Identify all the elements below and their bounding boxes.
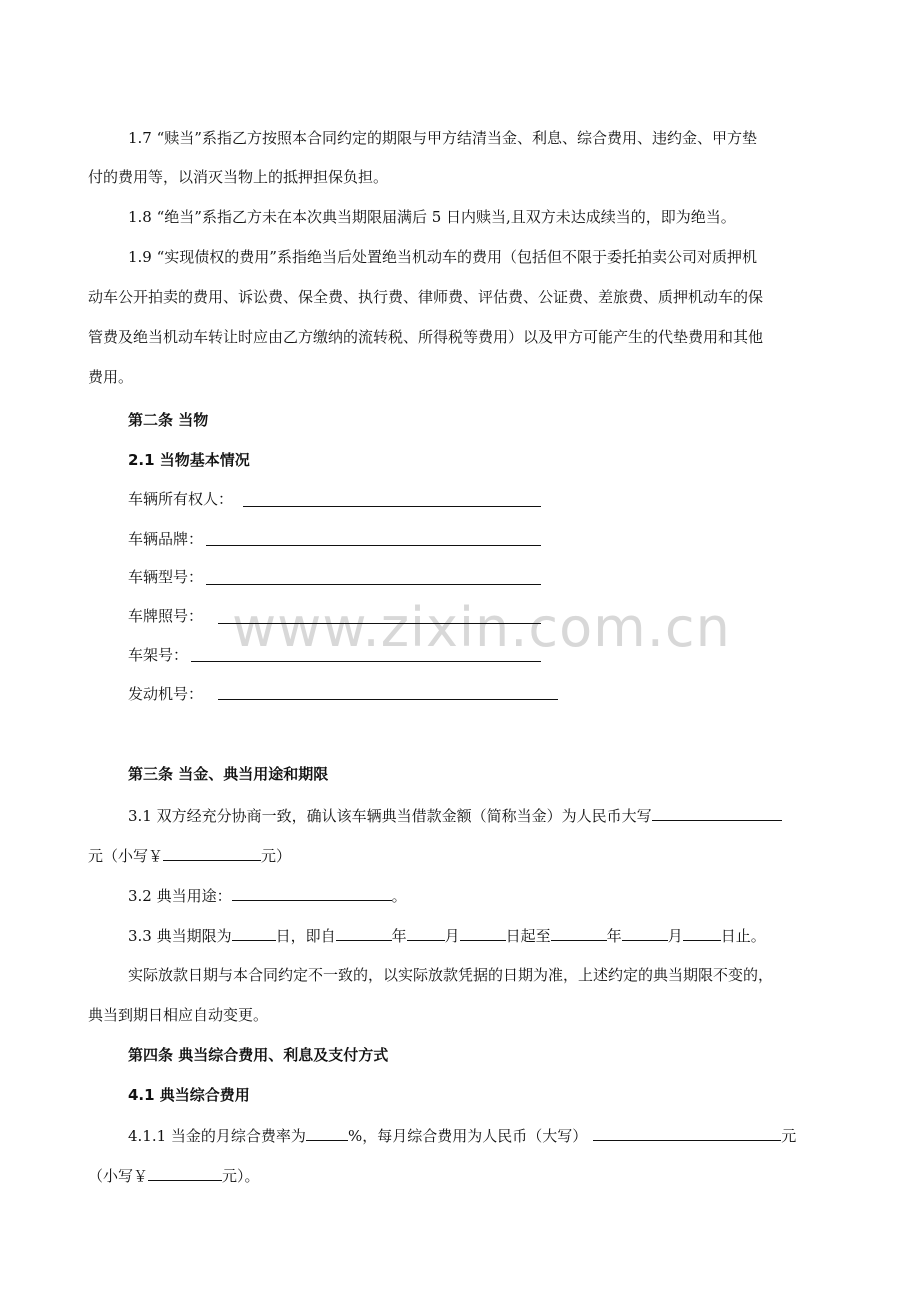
end-year-blank[interactable] bbox=[551, 925, 607, 941]
start-month-blank[interactable] bbox=[407, 925, 445, 941]
start-day-blank[interactable] bbox=[460, 925, 506, 941]
clause-4-1-1-text-a: 4.1.1 当金的月综合费率为 bbox=[128, 1127, 306, 1145]
clause-3-2 bbox=[128, 885, 407, 906]
plate-label: 车牌照号： bbox=[128, 607, 204, 625]
monthly-fee-rate-blank[interactable] bbox=[306, 1125, 348, 1141]
pawn-purpose-blank[interactable] bbox=[232, 885, 392, 901]
clause-4-1-1-text-d: （小写￥ bbox=[88, 1167, 149, 1185]
clause-4-1-1-text-c: 元 bbox=[781, 1127, 797, 1145]
clause-3-1-line1 bbox=[128, 805, 782, 826]
monthly-fee-words-blank[interactable] bbox=[593, 1125, 781, 1141]
frame-field[interactable] bbox=[191, 661, 541, 662]
clause-1-8: 1.8 “绝当”系指乙方未在本次典当期限届满后 5 日内赎当,且双方未达成续当的，即为绝当。 bbox=[128, 208, 736, 226]
clause-3-3-text-e: 日起至 bbox=[505, 927, 551, 945]
clause-3-2-end: 。 bbox=[391, 887, 407, 905]
section-4-1-title: 4.1 典当综合费用 bbox=[128, 1086, 250, 1104]
clause-1-9-line4: 费用。 bbox=[88, 368, 134, 386]
end-day-blank[interactable] bbox=[683, 925, 721, 941]
clause-3-1-text-a: 元（小写￥ bbox=[88, 847, 164, 865]
model-field[interactable] bbox=[206, 584, 541, 585]
clause-3-1-line2 bbox=[88, 845, 291, 866]
owner-field[interactable] bbox=[243, 506, 541, 507]
article-3-title: 第三条 当金、典当用途和期限 bbox=[128, 765, 329, 783]
clause-1-7-line2: 付的费用等，以消灭当物上的抵押担保负担。 bbox=[88, 168, 389, 186]
watermark: www.zixin.com.cn bbox=[232, 596, 731, 659]
clause-3-2-text: 3.2 典当用途： bbox=[128, 887, 232, 905]
clause-4-1-1-line1 bbox=[128, 1125, 796, 1146]
plate-field[interactable] bbox=[218, 623, 541, 624]
article-2-title: 第二条 当物 bbox=[128, 411, 209, 429]
clause-1-7-line1: 1.7 “赎当”系指乙方按照本合同约定的期限与甲方结清当金、利息、综合费用、违约金、甲方垫 bbox=[128, 129, 757, 147]
section-2-1-title: 2.1 当物基本情况 bbox=[128, 451, 250, 469]
clause-4-1-1-line2 bbox=[88, 1165, 260, 1186]
monthly-fee-figures-blank[interactable] bbox=[148, 1165, 222, 1181]
frame-label: 车架号： bbox=[128, 646, 189, 664]
clause-1-9-line3: 管费及绝当机动车转让时应由乙方缴纳的流转税、所得税等费用）以及甲方可能产生的代垫费用和其他 bbox=[88, 328, 764, 346]
engine-label: 发动机号： bbox=[128, 685, 204, 703]
clause-3-3-text-a: 3.3 典当期限为 bbox=[128, 927, 232, 945]
loan-amount-figures-blank[interactable] bbox=[163, 845, 261, 861]
clause-3-3 bbox=[128, 925, 766, 946]
owner-label: 车辆所有权人： bbox=[128, 490, 234, 508]
brand-field[interactable] bbox=[206, 545, 541, 546]
start-year-blank[interactable] bbox=[336, 925, 392, 941]
model-label: 车辆型号： bbox=[128, 568, 204, 586]
engine-field[interactable] bbox=[218, 699, 558, 700]
clause-3-1-text-b: 元） bbox=[261, 847, 292, 865]
clause-3-note-line2: 典当到期日相应自动变更。 bbox=[88, 1006, 269, 1024]
brand-label: 车辆品牌： bbox=[128, 530, 204, 548]
clause-3-3-text-b: 日，即自 bbox=[275, 927, 336, 945]
loan-amount-words-blank[interactable] bbox=[652, 805, 782, 821]
term-days-blank[interactable] bbox=[232, 925, 276, 941]
clause-3-note-line1: 实际放款日期与本合同约定不一致的，以实际放款凭据的日期为准，上述约定的典当期限不变的， bbox=[128, 966, 774, 984]
article-4-title: 第四条 典当综合费用、利息及支付方式 bbox=[128, 1046, 389, 1064]
clause-4-1-1-text-e: 元）。 bbox=[222, 1167, 260, 1185]
clause-4-1-1-text-b: %，每月综合费用为人民币（大写） bbox=[347, 1127, 588, 1145]
clause-3-1-text: 3.1 双方经充分协商一致，确认该车辆典当借款金额（简称当金）为人民币大写 bbox=[128, 807, 652, 825]
clause-3-3-text-d: 月 bbox=[444, 927, 460, 945]
clause-3-3-text-f: 年 bbox=[606, 927, 622, 945]
clause-3-3-text-c: 年 bbox=[391, 927, 407, 945]
clause-3-3-text-h: 日止。 bbox=[720, 927, 766, 945]
clause-3-3-text-g: 月 bbox=[667, 927, 683, 945]
clause-1-9-line1: 1.9 “实现债权的费用”系指绝当后处置绝当机动车的费用（包括但不限于委托拍卖公司对质押机 bbox=[128, 248, 757, 266]
clause-1-9-line2: 动车公开拍卖的费用、诉讼费、保全费、执行费、律师费、评估费、公证费、差旅费、质押机动车的保 bbox=[88, 288, 764, 306]
end-month-blank[interactable] bbox=[622, 925, 668, 941]
